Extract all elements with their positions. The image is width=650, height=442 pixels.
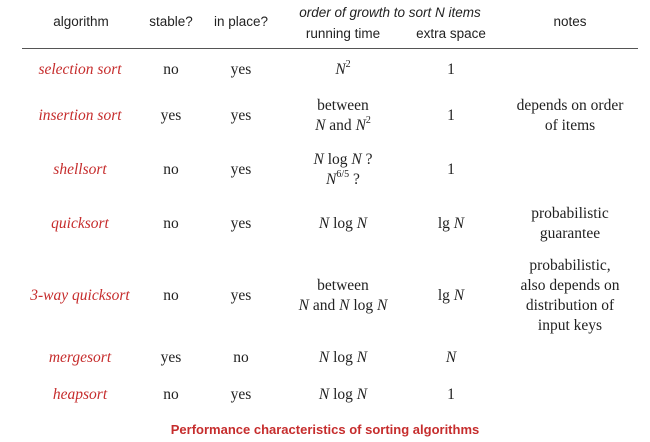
stable-value: no (163, 215, 179, 232)
in-place-value: yes (230, 61, 252, 78)
algorithm-name: 3-way quicksort (30, 287, 130, 304)
in-place-value: yes (230, 287, 252, 304)
extra-space (410, 107, 492, 125)
stable-value: no (163, 386, 179, 403)
stable-value: no (163, 161, 179, 178)
extra-space (410, 61, 492, 79)
notes-line: of items (544, 117, 596, 134)
extra-space-value: N (445, 349, 457, 366)
running-time (282, 276, 404, 316)
header-running-time: running time (305, 26, 381, 41)
notes-line: also depends on (520, 277, 620, 294)
extra-space-value: 1 (447, 386, 455, 403)
header-in-place: in place? (213, 14, 269, 29)
running-time-line: N and N log N (298, 297, 388, 314)
in-place-value: yes (230, 107, 252, 124)
running-time (282, 96, 404, 136)
stable-value: no (163, 61, 179, 78)
running-time (282, 150, 404, 190)
notes-line: probabilistic, (529, 257, 611, 274)
in-place-value: no (233, 349, 249, 366)
running-time-line: $N^{6/5}$ ? (326, 169, 360, 188)
in-place-value: yes (230, 386, 252, 403)
running-time-line: between (317, 277, 369, 294)
running-time-line: between (317, 97, 369, 114)
extra-space (410, 349, 492, 367)
extra-space-value: lg N (437, 215, 465, 232)
header-algorithm: algorithm (53, 14, 109, 29)
algorithm-name: mergesort (48, 349, 112, 366)
stable-value: yes (160, 349, 182, 366)
running-time-line: N log N ? (313, 151, 373, 168)
running-time-line: N log N (318, 349, 368, 366)
stable-value: yes (160, 107, 182, 124)
running-time (282, 61, 404, 79)
notes (495, 256, 645, 336)
notes (495, 204, 645, 244)
running-time-line: $N^2$ (335, 59, 351, 78)
notes-line: guarantee (539, 225, 601, 242)
extra-space-value: 1 (447, 107, 455, 124)
header-rule (22, 48, 638, 49)
notes-line: depends on order (516, 97, 624, 114)
running-time (282, 349, 404, 367)
stable-value: no (163, 287, 179, 304)
algorithm-name: shellsort (53, 161, 107, 178)
extra-space-value: lg N (437, 287, 465, 304)
extra-space-value: 1 (447, 61, 455, 78)
running-time-line: N log N (318, 215, 368, 232)
algorithm-name: heapsort (52, 386, 108, 403)
notes-line: distribution of (525, 297, 615, 314)
extra-space (410, 161, 492, 179)
running-time (282, 215, 404, 233)
header-order-of-growth: order of growth to sort N items (299, 5, 481, 20)
algorithm-name: quicksort (51, 215, 109, 232)
notes (495, 96, 645, 136)
table-caption: Performance characteristics of sorting algorithms (170, 422, 480, 437)
extra-space-value: 1 (447, 161, 455, 178)
algorithm-name: insertion sort (38, 107, 122, 124)
running-time-line: N and $N^2$ (315, 115, 371, 134)
extra-space (410, 287, 492, 305)
running-time (282, 386, 404, 404)
extra-space (410, 386, 492, 404)
running-time-line: N log N (318, 386, 368, 403)
header-extra-space: extra space (416, 26, 486, 41)
extra-space (410, 215, 492, 233)
notes-line: input keys (537, 317, 603, 334)
notes-line: probabilistic (531, 205, 609, 222)
header-notes: notes (553, 14, 587, 29)
header-stable: stable? (149, 14, 193, 29)
algorithm-name: selection sort (38, 61, 122, 78)
in-place-value: yes (230, 215, 252, 232)
in-place-value: yes (230, 161, 252, 178)
